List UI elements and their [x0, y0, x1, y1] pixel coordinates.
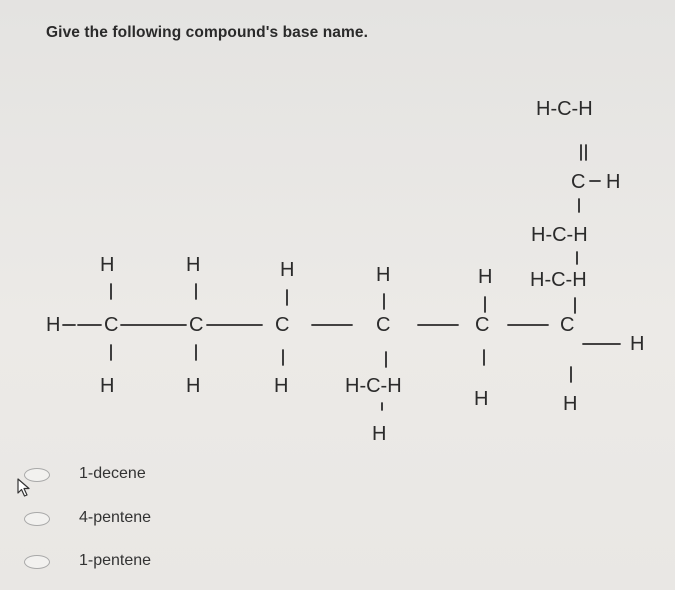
hydrogen-left: H: [46, 314, 61, 336]
branch-carbon-alkene: C: [571, 171, 586, 193]
carbon-3: C: [275, 314, 290, 336]
hydrogen-right: H: [630, 333, 645, 355]
hydrogen-top-4: H: [376, 264, 391, 286]
hydrogen-bottom-5: H: [474, 388, 489, 410]
option-label: 1-pentene: [79, 552, 152, 569]
hydrogen-top-1: H: [100, 254, 115, 276]
option-label: 1-decene: [79, 465, 146, 482]
option-1-pentene[interactable]: [24, 552, 152, 569]
radio-button[interactable]: [24, 555, 50, 569]
branch-row-1: H-C-H: [530, 269, 587, 291]
question-text: Give the following compound's base name.: [46, 24, 369, 41]
hydrogen-bottom-3: H: [274, 375, 289, 397]
methyl-branch: H-C-H: [345, 375, 402, 397]
option-4-pentene[interactable]: [24, 509, 152, 526]
option-label: 4-pentene: [79, 509, 152, 526]
hydrogen-top-3: H: [280, 259, 295, 281]
hydrogen-bottom-2: H: [186, 375, 201, 397]
hydrogen-bottom-1: H: [100, 375, 115, 397]
mouse-pointer-icon: [17, 478, 33, 498]
branch-top-group: H-C-H: [536, 98, 593, 120]
radio-button[interactable]: [24, 512, 50, 526]
carbon-5: C: [475, 314, 490, 336]
branch-row-2: H-C-H: [531, 224, 588, 246]
carbon-2: C: [189, 314, 204, 336]
branch-hydrogen-alkene: H: [606, 171, 621, 193]
hydrogen-bottom-6: H: [563, 393, 578, 415]
hydrogen-top-5: H: [478, 266, 493, 288]
carbon-1: C: [104, 314, 119, 336]
carbon-4: C: [376, 314, 391, 336]
methyl-bottom-hydrogen: H: [372, 423, 387, 445]
hydrogen-top-2: H: [186, 254, 201, 276]
carbon-6: C: [560, 314, 575, 336]
